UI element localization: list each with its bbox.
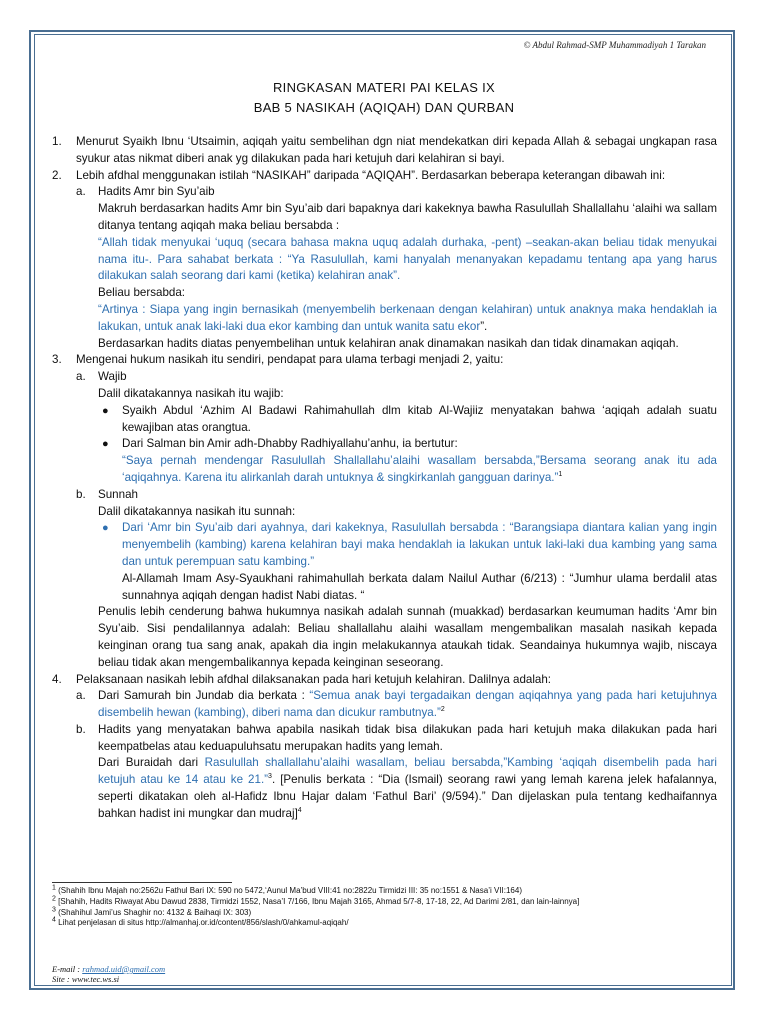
footnote-ref[interactable]: 2 <box>440 706 445 714</box>
footnote-ref[interactable]: 3 <box>268 773 272 781</box>
footnote-text: (Shahihul Jami’us Shaghir no: 4132 & Baihaqi IX: 303) <box>58 907 252 917</box>
quote-block <box>52 302 717 336</box>
paragraph: Makruh berdasarkan hadits Amr bin Syu’aib dari bapaknya dari kakeknya bawha Rasulullah Shallallahu ‘alaihi wa sallam ditanya tentang aqiqah maka beliau bersabda : <box>98 202 717 232</box>
sublist-label: a. <box>76 689 86 703</box>
sublist-item-4a <box>52 688 717 722</box>
bullet-text: Syaikh Abdul ‘Azhim Al Badawi Rahimahullah dlm kitab Al-Wajiiz menyatakan bahwa ‘aqiqah adalah suatu kewajiban atas orangtua. <box>122 403 717 434</box>
sublist-item-3a <box>52 369 717 386</box>
quote: “Saya pernah mendengar Rasulullah Shallallahu’alaihi wasallam bersabda,”Bersama seorang anak itu ada ‘aqiqahnya. Karena itu alirkanlah darah untuknya & singkirkanlah gangguan darinya.” <box>122 454 717 484</box>
paragraph <box>52 755 717 822</box>
bullet-item <box>52 520 717 570</box>
footnote-ref[interactable]: 1 <box>558 471 563 479</box>
email-link[interactable]: rahmad.uid@gmail.com <box>82 964 166 974</box>
paragraph: Dalil dikatakannya nasikah itu wajib: <box>98 386 284 400</box>
email-label: E-mail : <box>52 964 81 974</box>
sublist-label: a. <box>76 370 86 384</box>
bullet-item <box>52 436 717 453</box>
paragraph-text: . [Penulis berkata : “Dia (Ismail) seorang rawi yang lemah karena jelek hafalannya, seperti dikatakan oleh al-Hafidz Ibnu Hajar dalam ‘Fathul Bari’ (9/594).” Dan dijelaskan pula tentang kedhaifannya bahkan hadist ini mungkar dan mudraj] <box>98 773 717 820</box>
bullet-item <box>52 403 717 437</box>
list-item-text: Lebih afdhal menggunakan istilah “NASIKAH” daripada “AQIQAH”. Berdasarkan beberapa keterangan dibawah ini: <box>76 168 666 182</box>
list-item-text: Menurut Syaikh Ibnu ‘Utsaimin, aqiqah yaitu sembelihan dgn niat mendekatkan diri kepada Allah & sebagai ungkapan rasa syukur atas nikmat diberi anak yg dilakukan pada hari ketujuh dari kelahiran si bayi. <box>76 135 717 165</box>
paragraph: Beliau bersabda: <box>98 286 186 300</box>
bullet-icon: ● <box>102 438 109 451</box>
quote-block <box>52 453 717 487</box>
footnotes <box>52 886 712 929</box>
bullet-icon: ● <box>102 404 109 417</box>
list-number: 2. <box>52 168 62 182</box>
main-content <box>52 134 717 823</box>
title-line-2: BAB 5 NASIKAH (AQIQAH) DAN QURBAN <box>253 100 515 115</box>
sublist-label: a. <box>76 185 86 199</box>
footnote <box>52 905 712 919</box>
list-number: 3. <box>52 353 62 367</box>
list-item-4 <box>52 672 717 689</box>
footnote <box>52 897 712 908</box>
sublist-label: b. <box>76 722 86 736</box>
list-number: 1. <box>52 135 62 148</box>
list-item-3 <box>52 352 717 369</box>
footnote-divider <box>52 882 232 883</box>
footnote-ref[interactable]: 4 <box>297 807 302 815</box>
sublist-text: Hadits yang menyatakan bahwa apabila nasikah tidak bisa dilakukan pada hari ketujuh maka dilakukan pada hari keempatbelas atau keduapuluhsatu merupakan hadits yang lemah. <box>98 722 717 753</box>
sublist-item-4b <box>52 722 717 756</box>
quote: “Allah tidak menyukai ‘uquq (secara bahasa makna uquq adalah durhaka, -pent) –seakan-akan beliau tidak menyukai nama itu-. Para sahabat berkata : “Ya Rasulullah, kami hanyalah menanyakan kepadamu tentang apa yang harus dilakukan salah seorang dari kami (ketika) kelahiran anak”. <box>98 235 717 283</box>
paragraph: Al-Allamah Imam Asy-Syaukhani rahimahullah berkata dalam Nailul Authar (6/213) : “Jumhur ulama berdalil atas sunnahnya aqiqah dengan hadist Nabi diatas. “ <box>122 571 717 602</box>
site-label: Site : <box>52 974 70 984</box>
footnote-number: 2 <box>52 895 56 903</box>
sublist-title: Sunnah <box>98 487 138 501</box>
title-line-1: RINGKASAN MATERI PAI KELAS IX <box>272 80 496 95</box>
footnote-number: 3 <box>52 905 56 913</box>
quote: Rasulullah shallallahu’alaihi wasallam, beliau bersabda,”Kambing ‘aqiqah disembelih pada hari ketujuh atau ke 14 atau ke 21.” <box>98 756 717 787</box>
page-header: © Abdul Rahmad-SMP Muhammadiyah 1 Tarakan <box>523 40 706 50</box>
sublist-title: Wajib <box>98 370 127 384</box>
footnote-number: 1 <box>52 884 56 892</box>
list-item-2 <box>52 168 717 185</box>
quote: “Semua anak bayi tergadaikan dengan aqiqahnya yang pada hari ketujuhnya disembelih hewan (kambing), diberi nama dan dicukur rambutnya.” <box>98 689 717 720</box>
contact-info <box>52 964 165 984</box>
sublist-item-2a <box>52 184 717 201</box>
quote-end: ”. <box>480 319 488 333</box>
quote: “Barangsiapa diantara kalian yang ingin menyembelih (kambing) karena kelahiran bayi maka hendaklah ia lakukan untuk laki-laki dua kambing yang sama dan untuk perempuan satu kambing.” <box>122 521 717 568</box>
footnote-number: 4 <box>52 916 56 924</box>
quote: “Artinya : Siapa yang ingin bernasikah (menyembelih berkenaan dengan kelahiran) untuk anaknya maka hendaklah ia lakukan, untuk anak laki-laki dua ekor kambing dan untuk wanita satu ekor <box>98 302 717 333</box>
footnote-text: (Shahih Ibnu Majah no:2562u Fathul Bari IX: 590 no 5472,‘Aunul Ma’bud VIII:41 no:2822u Tirmidzi III: 35 no:1551 & Nasa’i VII:164) <box>58 886 522 895</box>
footnote-text: Lihat penjelasan di situs http://almanhaj.or.id/content/856/slash/0/ahkamul-aqiqah/ <box>58 918 349 928</box>
sublist-label: b. <box>76 487 86 501</box>
bullet-text: Dari ‘Amr bin Syu’aib dari ayahnya, dari kakeknya, Rasulullah bersabda : <box>122 521 506 535</box>
paragraph-text: Dari Buraidah dari <box>98 756 199 770</box>
paragraph: Penulis lebih cenderung bahwa hukumnya nasikah adalah sunnah (muakkad) berdasarkan keumuman hadits ‘Amr bin Syu’aib. Sisi pendalilannya adalah: Beliau shallallahu alaihi wasallam mengembalikan masalah nasikah kepada keinginan orang tua sang anak, apakah dia ingin melakukannya ataukah tidak. Seandainya hukumnya wajib, niscaya beliau tidak akan mengembalikannya kepada keinginan seseorang. <box>98 605 717 669</box>
site-link[interactable]: www.tec.ws.si <box>71 974 120 984</box>
sublist-title: Hadits Amr bin Syu’aib <box>98 185 215 199</box>
bullet-icon: ● <box>102 522 109 535</box>
list-item-text: Pelaksanaan nasikah lebih afdhal dilaksanakan pada hari ketujuh kelahiran. Dalilnya adalah: <box>76 672 552 686</box>
footnote-text: [Shahih, Hadits Riwayat Abu Dawud 2838, Tirmidzi 1552, Nasa’I 7/166, Ibnu Majah 3165, Ahmad 5/7-8, 17-18, 22, Ad Darimi 2/81, dan lain-lainnya] <box>58 896 580 906</box>
bullet-text: Dari Salman bin Amir adh-Dhabby Radhiyallahu’anhu, ia bertutur: <box>122 437 458 451</box>
sublist-item-3b <box>52 487 717 504</box>
footnote <box>52 918 712 929</box>
list-item-1 <box>52 134 717 168</box>
sublist-text: Dari Samurah bin Jundab dia berkata : <box>98 689 305 703</box>
paragraph: Dalil dikatakannya nasikah itu sunnah: <box>98 504 296 518</box>
list-item-text: Mengenai hukum nasikah itu sendiri, pendapat para ulama terbagi menjadi 2, yaitu: <box>76 353 504 367</box>
list-number: 4. <box>52 672 62 686</box>
paragraph: Berdasarkan hadits diatas penyembelihan untuk kelahiran anak dinamakan nasikah dan tidak dinamakan aqiqah. <box>98 336 679 350</box>
footnote <box>52 886 712 897</box>
